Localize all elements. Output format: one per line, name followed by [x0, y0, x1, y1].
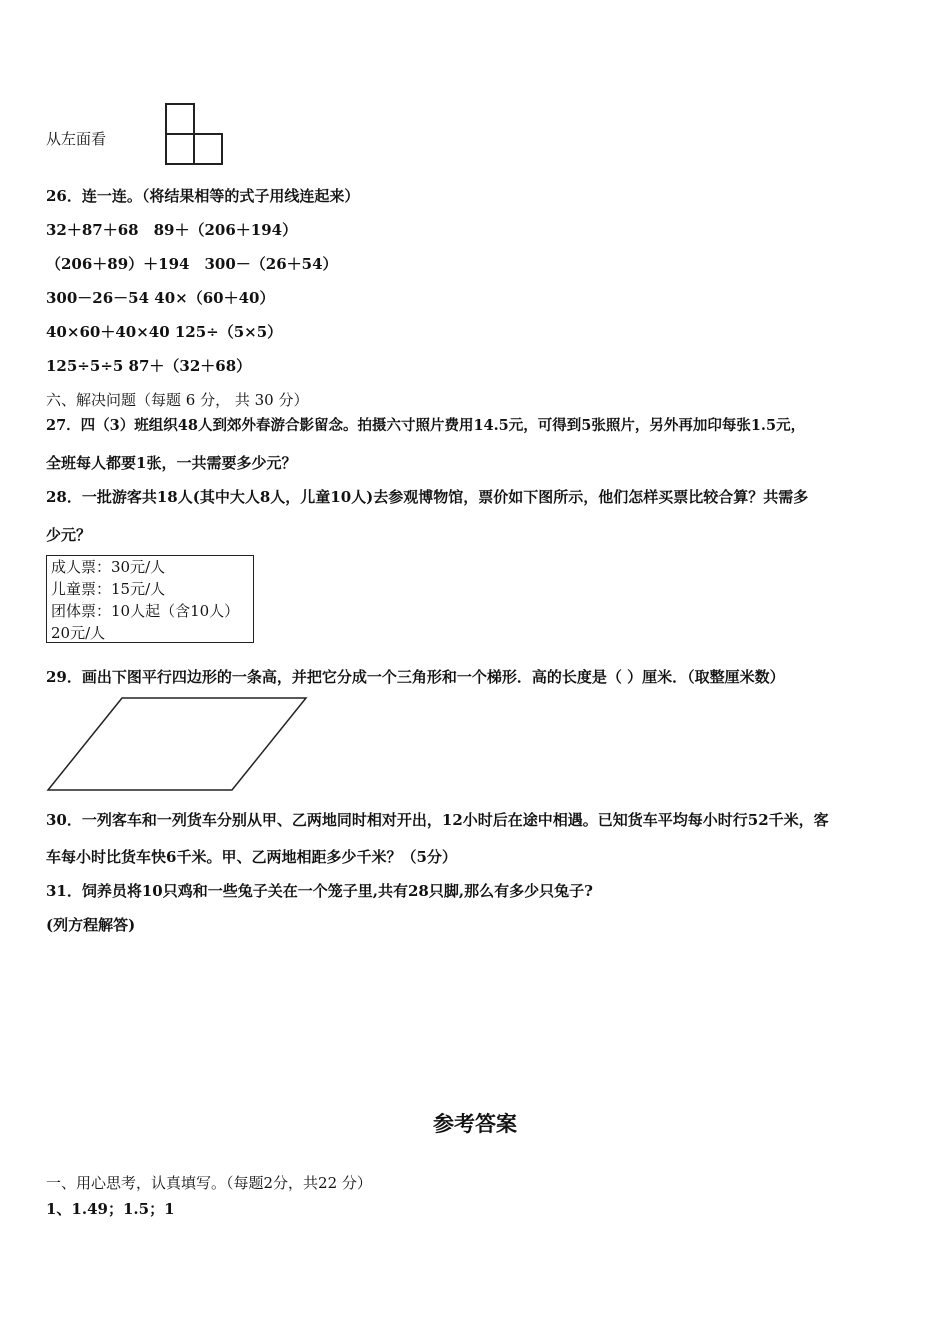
- q26-title: 26．连一连。（将结果相等的式子用线连起来）: [46, 187, 360, 205]
- q26-row-2: （206＋89）＋194 300－（26＋54）: [46, 255, 338, 273]
- q31-line2: (列方程解答): [46, 916, 136, 934]
- q31-line1: 31．饲养员将10只鸡和一些兔子关在一个笼子里,共有28只脚,那么有多少只兔子?: [46, 882, 593, 900]
- cube-bottom-left: [166, 134, 194, 164]
- q27-line2: 全班每人都要1张，一共需要多少元？: [46, 454, 297, 472]
- q28-line1: 28．一批游客共18人(其中大人8人，儿童10人)去参观博物馆，票价如下图所示，他们怎样买票比较合算？共需多: [46, 488, 809, 506]
- cube-top: [166, 104, 194, 134]
- answers-section1: 一、用心思考，认真填写。（每题2分，共22 分）: [46, 1174, 372, 1192]
- parallelogram-figure: [45, 695, 310, 793]
- parallelogram: [48, 698, 306, 790]
- q27-line1: 27．四（3）班组织48人到郊外春游合影留念。拍摄六寸照片费用14.5元，可得到5张照片，另外再加印每张1.5元，: [46, 417, 806, 434]
- answer-1: 1、1.49；1.5；1: [46, 1200, 175, 1218]
- view-label: 从左面看: [46, 130, 107, 148]
- cube-bottom-right: [194, 134, 222, 164]
- price-group: 团体票：10人起（含10人）: [51, 602, 240, 620]
- q26-row-4: 40×60＋40×40 125÷（5×5）: [46, 323, 283, 341]
- ticket-price-box: [46, 555, 254, 643]
- q26-row-1: 32＋87＋68 89＋（206＋194）: [46, 221, 298, 239]
- q30-line2: 车每小时比货车快6千米。甲、乙两地相距多少千米？（5分）: [46, 848, 457, 866]
- q26-row-5: 125÷5÷5 87＋（32＋68）: [46, 357, 252, 375]
- q29-text: 29．画出下图平行四边形的一条高，并把它分成一个三角形和一个梯形．高的长度是（ ）厘米．（取整厘米数）: [46, 668, 785, 686]
- q30-line1: 30．一列客车和一列货车分别从甲、乙两地同时相对开出，12小时后在途中相遇。已知货车平均每小时行52千米，客: [46, 811, 829, 829]
- left-view-cubes-figure: [164, 102, 226, 166]
- price-child: 儿童票：15元/人: [51, 580, 166, 598]
- q28-line2: 少元？: [46, 526, 92, 544]
- answers-title: 参考答案: [433, 1112, 517, 1136]
- section6-title: 六、解决问题（每题 6 分， 共 30 分）: [46, 391, 309, 409]
- price-group-rate: 20元/人: [51, 624, 106, 642]
- q26-row-3: 300－26－54 40×（60＋40）: [46, 289, 275, 307]
- price-adult: 成人票：30元/人: [51, 558, 166, 576]
